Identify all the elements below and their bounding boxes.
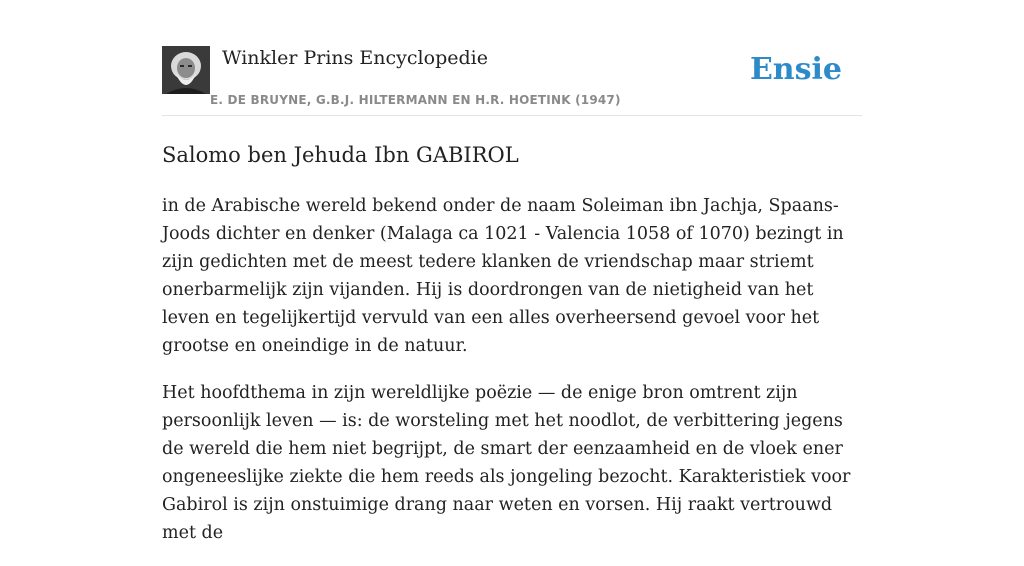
source-authors: E. DE BRUYNE, G.B.J. HILTERMANN EN H.R. HOETINK (1947) xyxy=(210,93,621,107)
portrait-avatar[interactable] xyxy=(162,46,210,94)
entry-title: Salomo ben Jehuda Ibn GABIROL xyxy=(162,143,519,167)
portrait-icon xyxy=(162,46,210,94)
entry-body xyxy=(162,192,862,566)
entry-paragraph: in de Arabische wereld bekend onder de naam Soleiman ibn Jachja, Spaans-Joods dichter en denker (Malaga ca 1021 - Valencia 1058 of 1070) bezingt in zijn gedichten met de meest tedere klanken de vriendschap maar striemt onerbarmelijk zijn vijanden. Hij is doordrongen van de nietigheid van het leven en tegelijkertijd vervuld van een alles overheersend gevoel voor het grootse en oneindige in de natuur. xyxy=(162,196,844,356)
source-title[interactable]: Winkler Prins Encyclopedie xyxy=(222,47,488,69)
source-header xyxy=(162,46,862,116)
brand-logo[interactable]: Ensie xyxy=(749,52,842,87)
entry-paragraph: Het hoofdthema in zijn wereldlijke poëzie — de enige bron omtrent zijn persoonlijk leven — is: de worsteling met het noodlot, de verbittering jegens de wereld die hem niet begrijpt, de smart der eenzaamheid en de vloek ener ongeneeslijke ziekte die hem reeds als jongeling bezocht. Karakteristiek voor Gabirol is zijn onstuimige drang naar weten en vorsen. Hij raakt vertrouwd met de xyxy=(162,383,851,543)
